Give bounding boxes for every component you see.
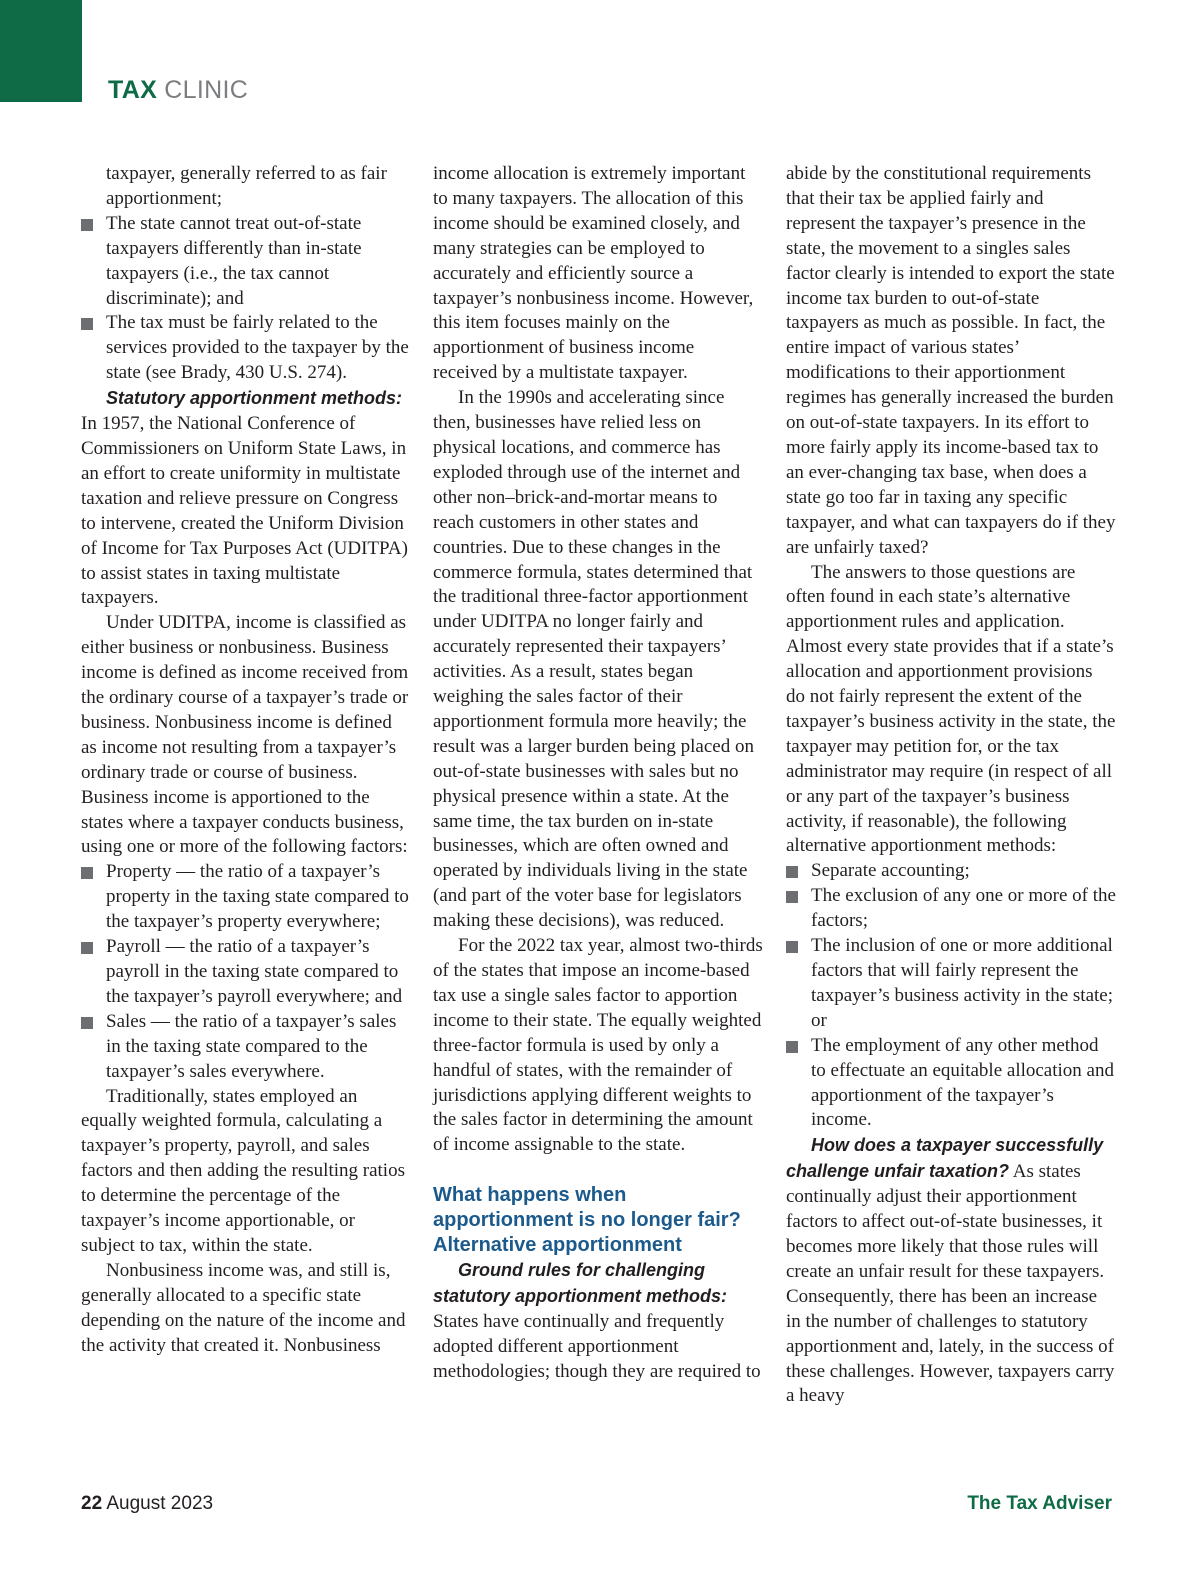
bullet-item [786,934,1116,1034]
bullet-square-icon [786,1041,798,1053]
bullet-item [786,859,1116,884]
bullet-text: The state cannot treat out-of-state taxpayers differently than in-state taxpayers (i.e., the tax cannot discriminate); and [106,212,362,309]
bullet-text: The inclusion of one or more additional factors that will fairly represent the taxpayer’s business activity in the state; or [811,935,1113,1031]
paragraph: The answers to those questions are often found in each state’s alternative apportionment rules and application. Almost every state provides that if a state’s allocation and apportionment provisions do not fairly represent the extent of the taxpayer’s business activity in the state, the taxpayer may petition for, or the tax administrator may require (in respect of all or any part of the taxpayer’s business activity, if reasonable), the following alternative apportionment methods: [786,561,1116,857]
section-label [108,76,248,105]
run-in-heading: How does a taxpayer successfully challenge unfair taxation? [786,1135,1104,1182]
bullet-text: The exclusion of any one or more of the factors; [811,885,1116,932]
paragraph-text: As states continually adjust their apportionment factors to affect out-of-state businesses, it becomes more likely that those rules will create an unfair result for these taxpayers. Consequently, there has been an increase in the number of challenges to statutory apportionment and, lately, in the success of these challenges. However, taxpayers carry a heavy [786,1161,1115,1407]
bullet-square-icon [81,219,93,231]
section-label-light: CLINIC [164,76,249,104]
page-footer-left [81,1493,213,1515]
column-2 [433,162,763,1385]
paragraph: For the 2022 tax year, almost two-thirds of the states that impose an income-based tax use a single sales factor to apportion income to their state. The equally weighted three-factor formula is used by only a handful of states, with the remainder of jurisdictions applying different weights to the sales factor in determining the amount of income assignable to the state. [433,935,763,1156]
bullet-text: The employment of any other method to effectuate an equitable allocation and apportionment of the taxpayer’s income. [811,1034,1114,1131]
paragraph [81,386,411,611]
paragraph: abide by the constitutional requirements that their tax be applied fairly and represent the taxpayer’s presence in the state, the movement to a singles sales factor clearly is intended to export the state income tax burden to out-of-state taxpayers as much as possible. In fact, the entire impact of various states’ modifications to their apportionment regimes has generally increased the burden on out-of-state taxpayers. In its effort to more fairly apply its income-based tax to an ever-changing tax base, when does a state go too far in taxing any specific taxpayer, and what can taxpayers do if they are unfairly taxed? [786,163,1116,558]
paragraph: In the 1990s and accelerating since then, businesses have relied less on physical locations, and commerce has exploded through use of the internet and other non–brick-and-mortar means to reach customers in other states and countries. Due to these changes in the commerce formula, states determined that the traditional three-factor apportionment under UDITPA no longer fairly and accurately represented their taxpayers’ activities. As a result, states began weighing the sales factor of their apportionment formula more heavily; the result was a larger burden being placed on out-of-state businesses with sales but no physical presence within a state. At the same time, the tax burden on in-state businesses, which are often owned and operated by individuals living in the state (and part of the voter base for legislators making these decisions), was reduced. [433,387,754,932]
bullet-square-icon [786,941,798,953]
column-3 [786,162,1116,1409]
section-heading: What happens when apportionment is no longer fair? Alternative apportionment [433,1184,741,1257]
paragraph-text: States have continually and frequently adopted different apportionment methodologies; though they are required to [433,1310,761,1382]
bullet-text: Property — the ratio of a taxpayer’s property in the taxing state compared to the taxpayer’s property everywhere; [106,861,409,933]
bullet-square-icon [81,318,93,330]
bullet-item [786,884,1116,934]
paragraph: Nonbusiness income was, and still is, generally allocated to a specific state depending on the nature of the income and the activity that created it. Nonbusiness [81,1259,406,1356]
bullet-text: The tax must be fairly related to the services provided to the taxpayer by the state (see Brady, 430 U.S. 274). [106,312,409,384]
paragraph [786,1133,1116,1409]
bullet-square-icon [786,891,798,903]
continued-text: taxpayer, generally referred to as fair apportionment; [106,163,387,209]
bullet-text: Payroll — the ratio of a taxpayer’s payroll in the taxing state compared to the taxpayer’s payroll everywhere; and [106,936,403,1007]
run-in-heading: Statutory apportionment methods: [106,388,402,409]
bullet-square-icon [81,942,93,954]
bullet-square-icon [81,1017,93,1029]
publication-name: The Tax Adviser [967,1493,1112,1514]
bullet-text: Sales — the ratio of a taxpayer’s sales in the taxing state compared to the taxpayer’s sales everywhere. [106,1010,397,1082]
bullet-square-icon [786,866,798,878]
bullet-item [81,311,411,386]
section-label-bold: TAX [108,76,158,104]
bullet-item [786,1034,1116,1134]
paragraph: income allocation is extremely important to many taxpayers. The allocation of this income should be examined closely, and many strategies can be employed to accurately and efficiently source a taxpayer’s nonbusiness income. However, this item focuses mainly on the apportionment of business income received by a multistate taxpayer. [433,163,754,384]
bullet-item [81,1010,411,1085]
paragraph: Traditionally, states employed an equally weighted formula, calculating a taxpayer’s property, payroll, and sales factors and then adding the resulting ratios to determine the percentage of the taxpayer’s income apportionable, or subject to tax, within the state. [81,1085,405,1256]
bullet-text: Separate accounting; [811,860,970,882]
paragraph-text: In 1957, the National Conference of Commissioners on Uniform State Laws, in an effort to create uniformity in multistate taxation and relieve pressure on Congress to intervene, created the Uniform Division of Income for Tax Purposes Act (UDITPA) to assist states in taxing multistate taxpayers. [81,413,408,609]
bullet-item [81,860,411,935]
bullet-item [81,935,411,1010]
issue-date: August 2023 [106,1493,214,1514]
bullet-item [81,212,411,312]
page-number: 22 [81,1493,103,1514]
column-1 [81,162,411,1359]
run-in-heading: Ground rules for challenging statutory apportionment methods: [433,1259,728,1306]
bullet-square-icon [81,867,93,879]
header-color-block [0,0,82,102]
paragraph: Under UDITPA, income is classified as either business or nonbusiness. Business income is defined as income received from the ordinary course of a taxpayer’s trade or business. Nonbusiness income is defined as income not resulting from a taxpayer’s ordinary trade or course of business. Business income is apportioned to the states where a taxpayer conducts business, using one or more of the following factors: [81,612,409,858]
paragraph [433,1258,763,1385]
